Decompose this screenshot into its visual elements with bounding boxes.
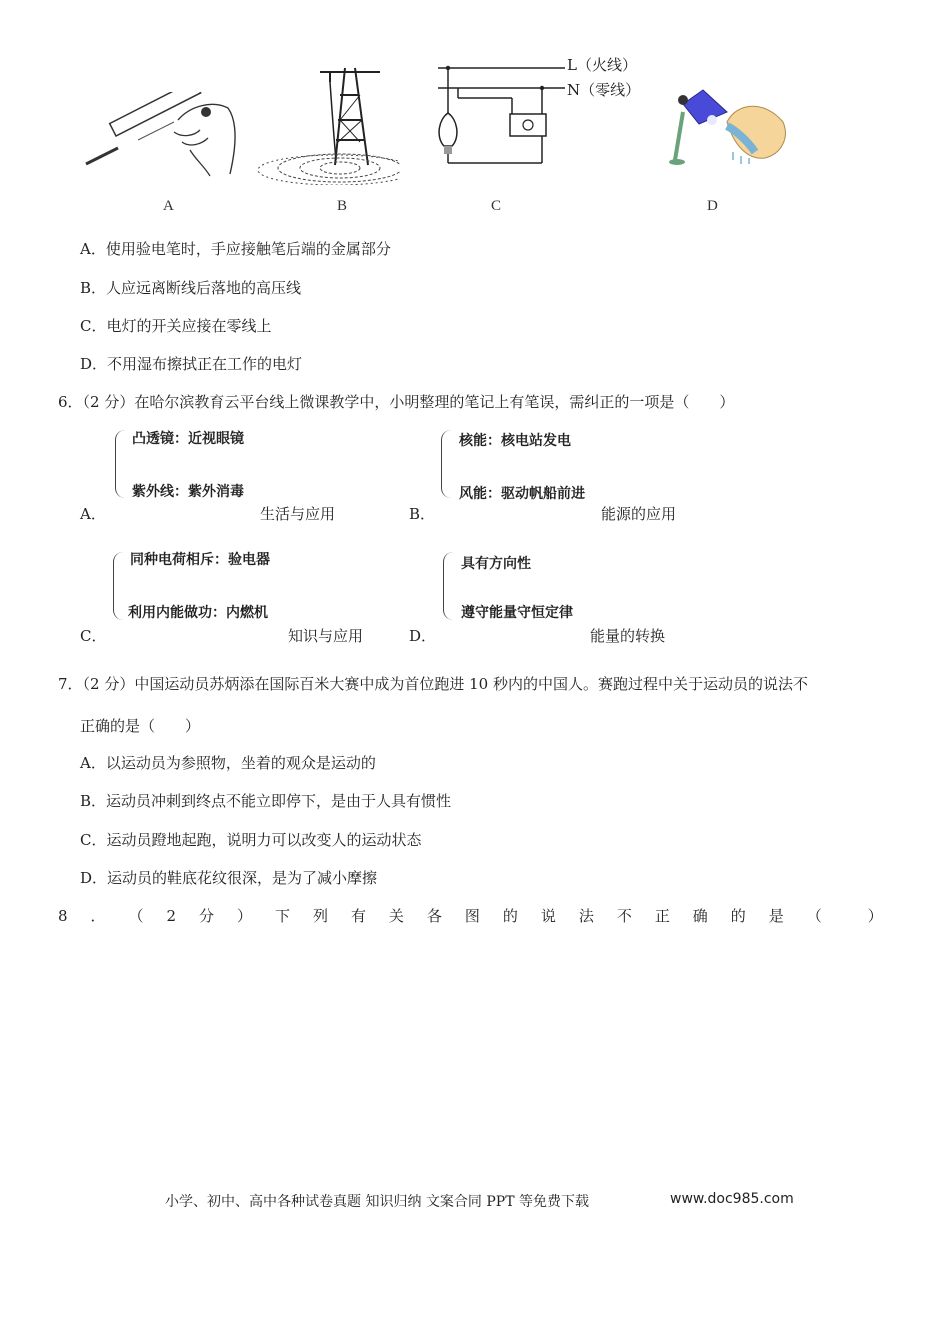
circuit-diagram <box>430 58 570 173</box>
q7-stem-line-1: 7．（2 分）中国运动员苏炳添在国际百米大赛中成为首位跑进 10 秒内的中国人。赛跑过程中关于运动员的说法不 <box>58 675 808 693</box>
q6-stem: 6．（2 分）在哈尔滨教育云平台线上微课教学中，小明整理的笔记上有笔误，需纠正的一项是（ ） <box>58 393 735 411</box>
q6-option-b-item-1: 核能：核电站发电 <box>459 433 571 449</box>
q5-option-a: A．使用验电笔时，手应接触笔后端的金属部分 <box>80 240 391 258</box>
q8-stem-char: 列 <box>312 907 328 925</box>
q7-option-c: C．运动员蹬地起跑，说明力可以改变人的运动状态 <box>80 831 422 849</box>
q6-option-c-brace <box>113 552 124 620</box>
q6-option-c-item-2: 利用内能做功：内燃机 <box>128 605 268 621</box>
neutral-wire-label: N（零线） <box>567 81 641 99</box>
q6-option-b-item-2: 风能：驱动帆船前进 <box>459 486 585 502</box>
q6-option-a-item-2: 紫外线：紫外消毒 <box>132 484 244 500</box>
q8-stem-char: 图 <box>464 907 480 925</box>
q6-option-a-item-1: 凸透镜：近视眼镜 <box>132 431 244 447</box>
figure-label-d: D <box>707 198 718 214</box>
q5-option-d: D．不用湿布擦拭正在工作的电灯 <box>80 355 303 373</box>
q6-option-d-letter: D． <box>409 627 437 645</box>
q8-stem-char: 有 <box>350 907 366 925</box>
figure-label-b: B <box>337 198 348 214</box>
q8-stem-char: 不 <box>616 907 632 925</box>
q7-stem-line-2: 正确的是（ ） <box>80 717 201 735</box>
figure-label-a: A <box>163 198 174 214</box>
q8-stem-char: 的 <box>730 907 746 925</box>
q8-stem-char: 确 <box>692 907 708 925</box>
q6-option-d-item-2: 遵守能量守恒定律 <box>461 605 573 621</box>
q6-option-c-item-1: 同种电荷相斥：验电器 <box>130 552 270 568</box>
q7-option-a: A．以运动员为参照物，坐着的观众是运动的 <box>80 754 376 772</box>
q8-stem-char: 8 <box>58 907 68 925</box>
q8-stem-char: 关 <box>388 907 404 925</box>
q8-stem-char: 法 <box>578 907 594 925</box>
q8-stem-char: 正 <box>654 907 670 925</box>
q6-option-c-letter: C． <box>80 627 107 645</box>
q6-option-a-brace <box>115 430 126 498</box>
high-voltage-tower-illustration <box>250 60 400 185</box>
footer-url[interactable]: www.doc985.com <box>670 1191 794 1207</box>
q8-stem-char: （ <box>806 907 822 925</box>
q8-stem-char: 各 <box>426 907 442 925</box>
figure-label-c: C <box>491 198 502 214</box>
q8-stem-char: 的 <box>502 907 518 925</box>
q6-option-b-caption: 能源的应用 <box>601 505 677 523</box>
q8-stem-char: 2 <box>166 907 177 925</box>
q8-stem-char: 分 <box>199 907 215 925</box>
q6-option-b-letter: B． <box>409 505 436 523</box>
q8-stem-char: （ <box>128 907 144 925</box>
footer-promo-text: 小学、初中、高中各种试卷真题 知识归纳 文案合同 PPT 等免费下载 <box>165 1194 589 1210</box>
q8-stem-char: 是 <box>768 907 784 925</box>
q7-option-d: D．运动员的鞋底花纹很深，是为了减小摩擦 <box>80 869 378 887</box>
q5-option-b: B．人应远离断线后落地的高压线 <box>80 279 302 297</box>
live-wire-label: L（火线） <box>567 56 637 74</box>
q8-stem-char: ． <box>90 907 106 925</box>
q8-stem-char: ） <box>867 907 883 925</box>
q6-option-d-item-1: 具有方向性 <box>461 556 531 572</box>
q8-stem-char: ） <box>236 907 252 925</box>
q8-stem-char: 说 <box>540 907 556 925</box>
desk-lamp-illustration <box>665 82 795 177</box>
q6-option-a-letter: A． <box>80 505 106 523</box>
q6-option-a-caption: 生活与应用 <box>260 505 336 523</box>
q8-stem-char: 下 <box>274 907 290 925</box>
q6-option-d-caption: 能量的转换 <box>590 627 666 645</box>
q6-option-c-caption: 知识与应用 <box>288 627 364 645</box>
q8-stem <box>58 906 883 926</box>
q7-option-b: B．运动员冲刺到终点不能立即停下，是由于人具有惯性 <box>80 792 452 810</box>
q6-option-b-brace <box>441 430 452 498</box>
test-pen-illustration <box>78 92 243 180</box>
q5-option-c: C．电灯的开关应接在零线上 <box>80 317 272 335</box>
q6-option-d-brace <box>443 552 454 620</box>
